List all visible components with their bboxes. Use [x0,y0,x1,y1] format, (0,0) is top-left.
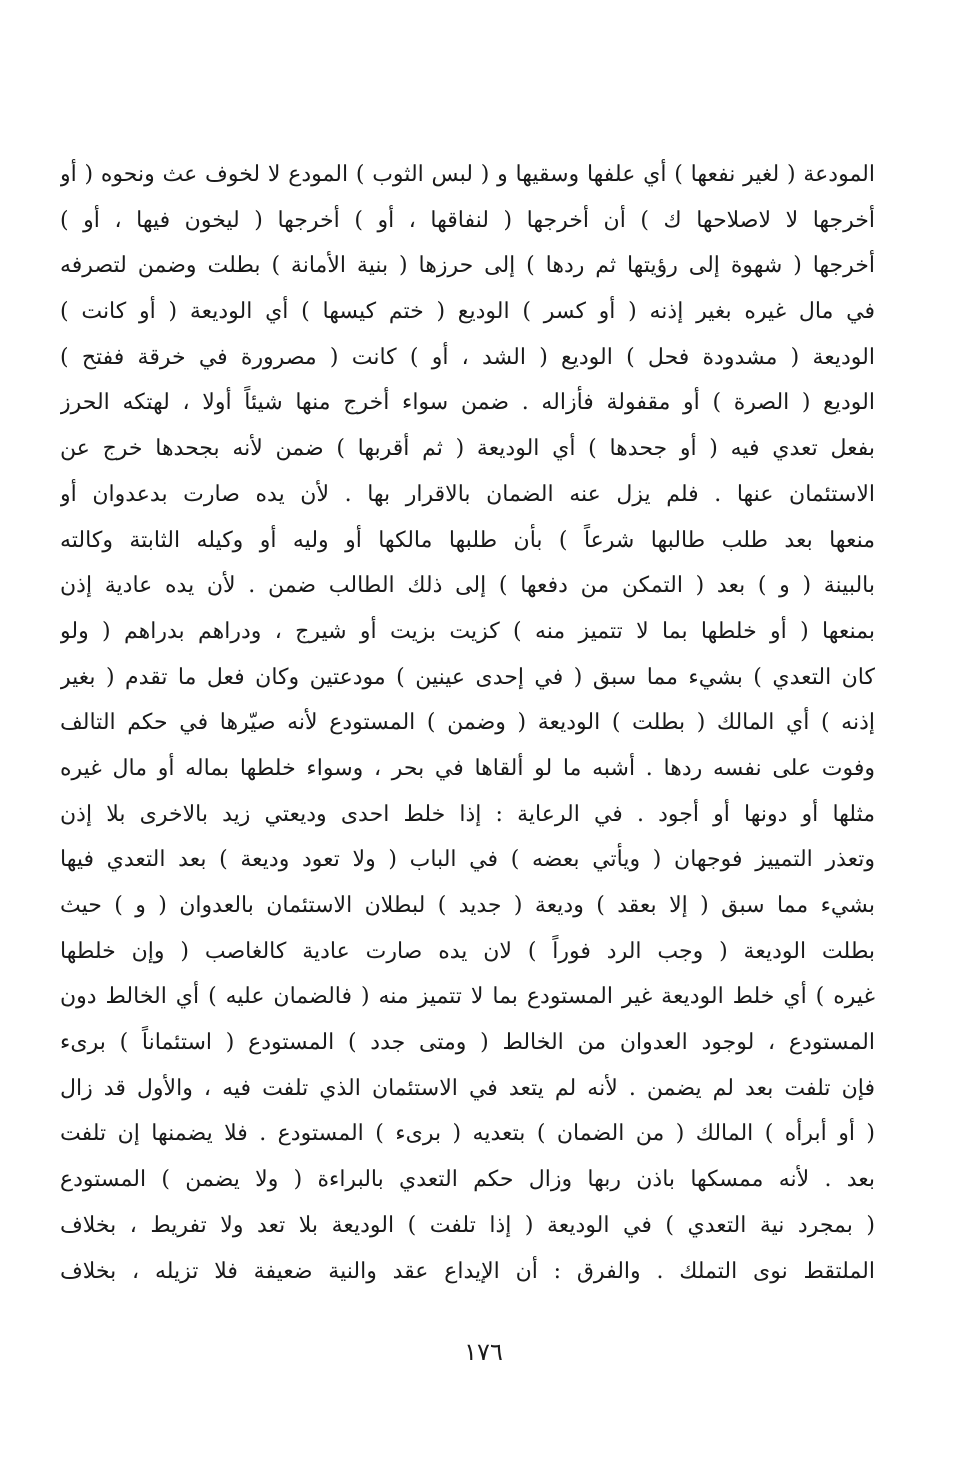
text-line: المودعة ( لغير نفعها ) أي علفها وسقيها و ( لبس الثوب ) المودع لا لخوف عث ونحوه ( أو [60,162,875,187]
text-line: المستودع ، لوجود العدوان من الخالط ( ومتى جدد ) المستودع ( استئماناً ) برىء [60,1030,875,1056]
page-number: ١٧٦ [464,1338,503,1366]
text-line: بطلت الوديعة ( وجب الرد فوراً ) لان يده صارت عادية كالغاصب ( وإن خلطها [60,938,875,964]
text-line: غيره ) أي خلط الوديعة غير المستودع بما لا تتميز منه ( فالضمان عليه ) أي الخالط دون [60,984,875,1010]
text-line: إذنه ) أي المالك ( بطلت ) الوديعة ( وضمن ) المستودع لأنه صيّرها في حكم التالف [60,710,875,736]
text-line: وفوت على نفسه ردها . أشبه ما لو ألقاها في بحر ، وسواء خلطها بماله أو مال غيره [60,755,875,781]
text-line: الاستئمان عنها . فلم يزل عنه الضمان بالاقرار بها . لأن يده صارت بدعدوان أو [60,481,875,507]
text-line: بالبينة ( و ) بعد ( التمكن من دفعها ) إلى ذلك الطالب ضمن . لأن يده عادية إذن [60,573,875,599]
text-line: الوديع ( الصرة ) أو مقفولة فأزاله . ضمن سواء أخرج منها شيئاً أولا ، لهتكه الحرز [60,390,875,416]
text-line: الوديعة ( مشدودة فحل ) الوديع ( الشد ، أو ) كانت ( مصرورة في خرقة ففتح ) [60,344,875,370]
text-line: بفعل تعدي فيه ( أو جحدها ) أي الوديعة ( ثم أقربها ) ضمن لأنه بجحدها خرج عن [60,436,875,462]
text-line: ( بمجرد نية التعدي ) في الوديعة ( إذا تلفت ) الوديعة بلا تعد ولا تفريط ، بخلاف [60,1212,875,1238]
text-line: بمنعها ( أو خلطها بما لا تتميز منه ) كزيت بزيت أو شيرج ، ودراهم بدراهم ( ولو [60,618,875,644]
text-line: مثلها أو دونها أو أجود . في الرعاية : إذا خلط احدى وديعتي زيد بالاخرى بلا إذن [60,801,875,827]
text-line: أخرجها ( شهوة إلى رؤيتها ثم ردها ) إلى حرزها ( بنية الأمانة ) بطلت وضمن لتصرفه [60,253,875,279]
text-line: بعد . لأنه ممسكها باذن ربها وزال حكم التعدي بالبراءة ( ولا يضمن ) المستودع [60,1167,875,1193]
text-line: أخرجها لا لاصلاحها ك ) أن أخرجها ( لنفاقها ، أو ) أخرجها ( ليخون فيها ، أو ) [60,207,875,233]
text-line: وتعذر التمييز فوجهان ( ويأتي بعضه ) في الباب ( ولا تعود وديعة ) بعد التعدي فيها [60,847,875,873]
text-line: بشيء مما سبق ( إلا بعقد ) وديعة ( جديد ) لبطلان الاستئمان بالعدوان ( و ) حيث [60,893,875,918]
text-line: ( أو أبرأه ) المالك ( من الضمان ) بتعديه ( برىء ) المستودع . فلا يضمنها إن تلفت [60,1121,875,1147]
text-line: فإن تلفت بعد لم يضمن . لأنه لم يتعد في الاستئمان الذي تلفت فيه ، والأول قد زال [60,1075,875,1101]
text-line: كان التعدي ) بشيء مما سبق ( في إحدى عينين ) مودعتين وكان فعل ما تقدم ( بغير [60,664,875,690]
text-line: منعها بعد طلب طالبها شرعاً ) بأن طلبها مالكها أو وليه أو وكيله الثابتة وكالته [60,527,875,553]
body-text [60,152,875,1294]
text-line: في مال غيره بغير إذنه ( أو كسر ) الوديع ( ختم كيسها ) أي الوديعة ( أو كانت ) [60,299,875,325]
text-line: الملتقط نوى التملك . والفرق : أن الإيداع عقد والنية ضعيفة فلا تزيله ، بخلاف [60,1258,875,1284]
